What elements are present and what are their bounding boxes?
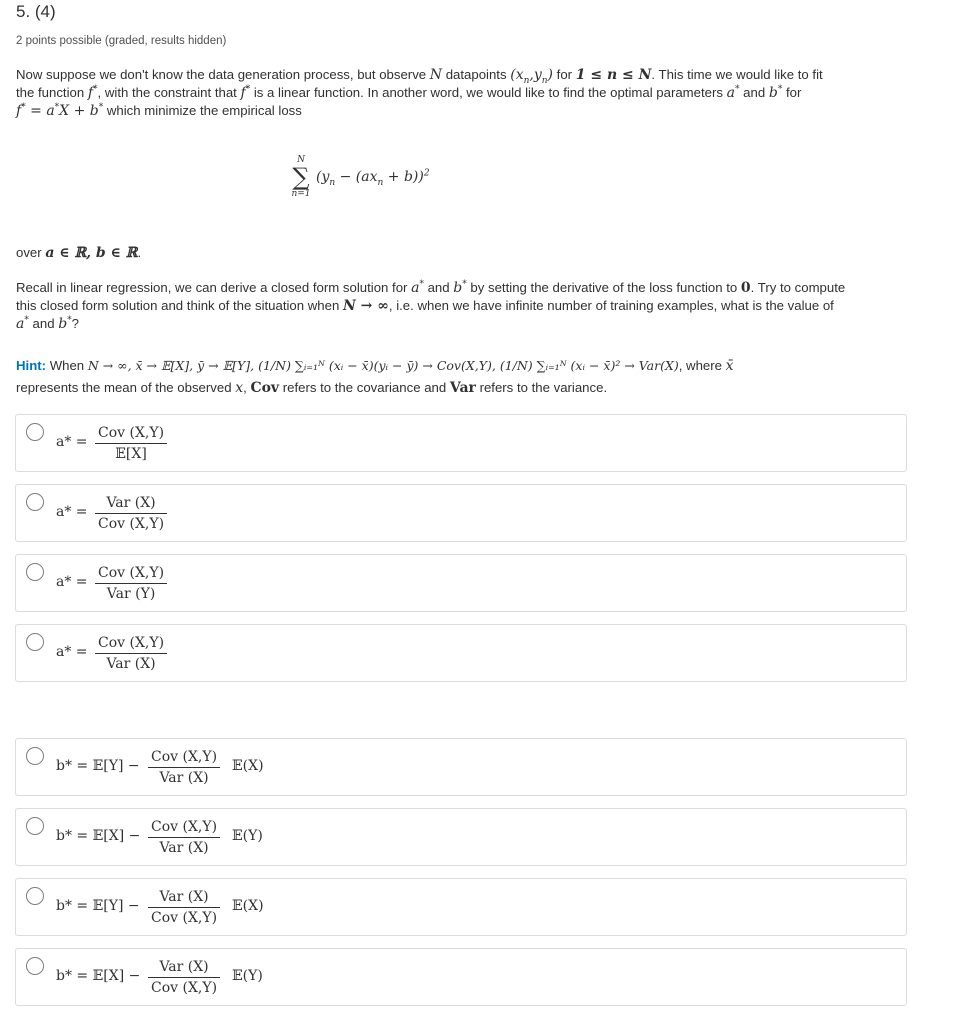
choice-lhs: a* = [56, 504, 88, 520]
radio-button[interactable] [26, 887, 44, 905]
hint-paragraph: Hint: When N → ∞, x̄ → 𝔼[X], ȳ → 𝔼[Y], (1/N) ∑ᵢ₌₁ᴺ (xᵢ − x̄)(yᵢ − ȳ) → Cov(X,Y), (1/N) ∑ᵢ₌₁ᴺ (xᵢ − x̄)² → Var(X), where x̄ represents the mean of the observed x, Cov refers to the covariance and Var refers to the variance. [16, 358, 734, 396]
choice-lhs: b* = 𝔼[X] − [56, 968, 141, 984]
points-possible: 2 points possible (graded, results hidden) [16, 35, 227, 47]
numerator: Cov (X,Y) [148, 818, 220, 838]
loss-expression: $(y_n - (ax_n + b))^2$ [316, 168, 430, 188]
radio-button[interactable] [26, 423, 44, 441]
choice-lhs: a* = [56, 644, 88, 660]
recall-paragraph: Recall in linear regression, we can derive a closed form solution for a* and b* by setting the derivative of the loss function to 0. Try to compute this closed form solution and think of the situation when N → ∞, i.e. when we have infinite number of training examples, what is the value of a* and b*? [16, 279, 846, 332]
choice-fraction [95, 424, 167, 463]
denominator: Var (X) [159, 840, 209, 856]
choice-a-1[interactable] [15, 414, 907, 472]
radio-button[interactable] [26, 957, 44, 975]
choice-b-4[interactable] [15, 948, 907, 1006]
denominator: Cov (X,Y) [151, 910, 218, 926]
choice-b-3[interactable] [15, 878, 907, 936]
choice-tail: 𝔼(X) [232, 898, 264, 914]
problem-title: 5. (4) [16, 2, 56, 21]
hint-label: Hint: [16, 358, 47, 373]
denominator: Var (X) [159, 770, 209, 786]
numerator: Cov (X,Y) [148, 748, 220, 768]
choice-fraction [95, 564, 167, 603]
denominator: Cov (X,Y) [151, 980, 218, 996]
choice-fraction [148, 748, 220, 787]
choice-lhs: b* = 𝔼[Y] − [56, 898, 140, 914]
choice-lhs: b* = 𝔼[X] − [56, 828, 141, 844]
choice-fraction [148, 818, 220, 857]
choice-tail: 𝔼(Y) [232, 968, 263, 984]
choice-lhs: a* = [56, 434, 88, 450]
choice-a-4[interactable] [15, 624, 907, 682]
choice-tail: 𝔼(X) [232, 758, 264, 774]
numerator: Var (X) [95, 494, 167, 514]
choice-b-2[interactable] [15, 808, 907, 866]
choice-lhs: b* = 𝔼[Y] − [56, 758, 140, 774]
radio-button[interactable] [26, 747, 44, 765]
choice-tail: 𝔼(Y) [232, 828, 263, 844]
numerator: Cov (X,Y) [95, 564, 167, 584]
choice-fraction [148, 958, 220, 997]
radio-button[interactable] [26, 817, 44, 835]
radio-button[interactable] [26, 633, 44, 651]
numerator: Var (X) [148, 958, 220, 978]
denominator: Var (Y) [106, 586, 156, 602]
denominator: 𝔼[X] [115, 446, 147, 462]
denominator: Cov (X,Y) [98, 516, 165, 532]
domain-statement: over a ∈ ℝ, b ∈ ℝ. [16, 245, 142, 261]
choice-fraction [95, 494, 167, 533]
choice-b-1[interactable] [15, 738, 907, 796]
summation: N ∑ n=1 [291, 155, 311, 199]
choice-fraction [95, 634, 167, 673]
denominator: Var (X) [106, 656, 156, 672]
choice-fraction [148, 888, 220, 927]
radio-button[interactable] [26, 563, 44, 581]
radio-button[interactable] [26, 493, 44, 511]
numerator: Cov (X,Y) [95, 634, 167, 654]
choice-lhs: a* = [56, 574, 88, 590]
choice-a-3[interactable] [15, 554, 907, 612]
numerator: Var (X) [148, 888, 220, 908]
numerator: Cov (X,Y) [95, 424, 167, 444]
choice-a-2[interactable] [15, 484, 907, 542]
intro-paragraph: Now suppose we don't know the data generation process, but observe N datapoints $(x_n,y_n)$ for 1 ≤ n ≤ N. This time we would like to fit the function f*, with the constraint that f* is a linear function. In another word, we would like to find the optimal parameters a* and b* for f* = a*X + b* which minimize the empirical loss [16, 67, 823, 119]
